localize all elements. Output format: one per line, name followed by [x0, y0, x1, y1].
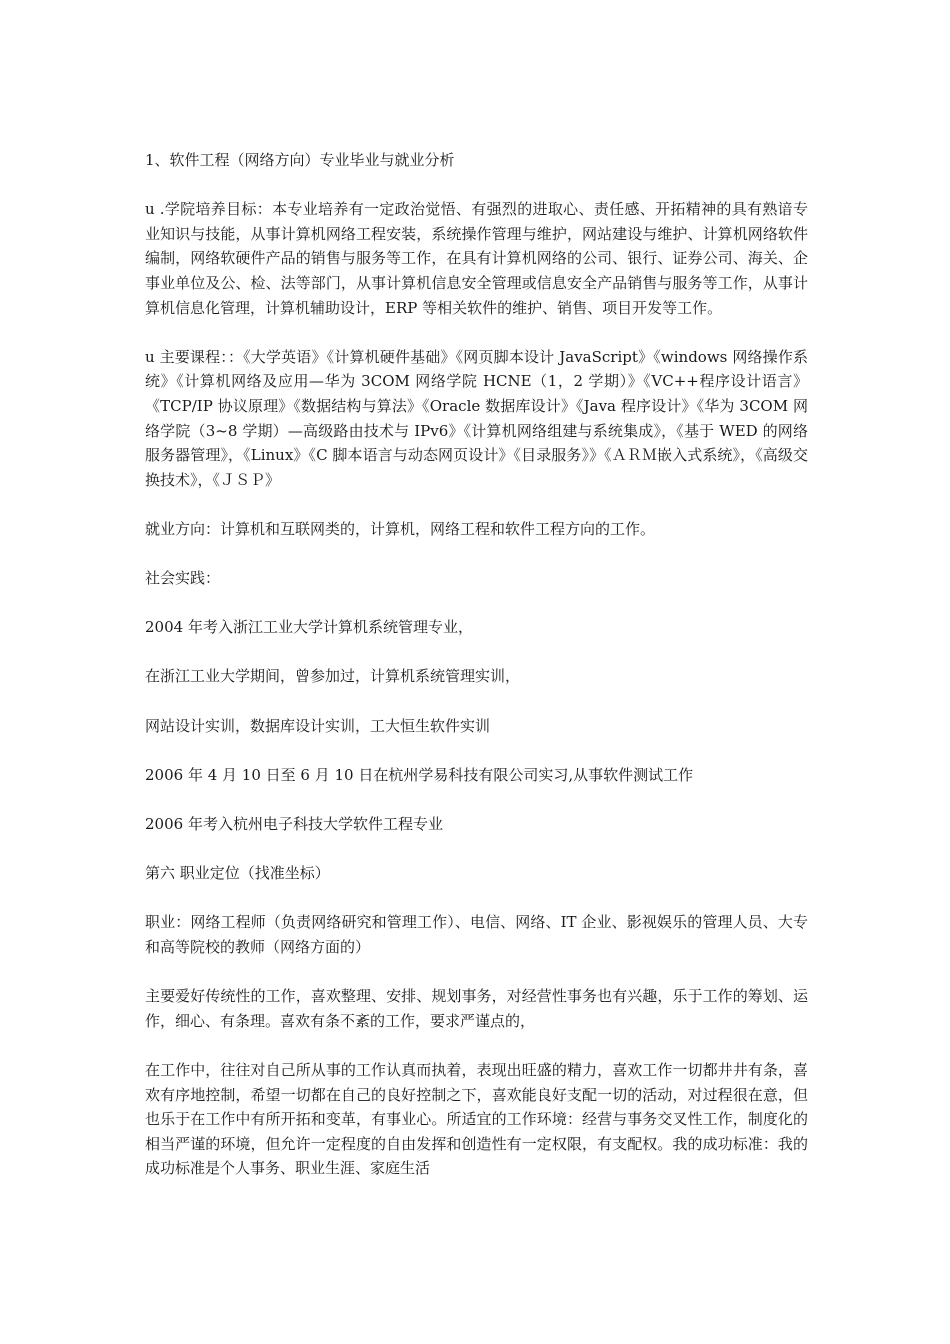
- paragraph-practice-2004: 2004 年考入浙江工业大学计算机系统管理专业，: [145, 618, 473, 637]
- paragraph-training-goal: u .学院培养目标：本专业培养有一定政治觉悟、有强烈的进取心、责任感、开拓精神的具有熟谙专业知识与技能，从事计算机网络工程安装，系统操作管理与维护，网站建设与维护、计算机网络软件编制，网络软硬件产品的销售与服务等工作，在具有计算机网络的公司、银行、证券公司、海关、企事业单位及公、检、法等部门，从事计算机信息安全管理或信息安全产品销售与服务等工作，从事计算机信息化管理，计算机辅助设计，ERP 等相关软件的维护、销售、项目开发等工作。: [145, 200, 808, 317]
- paragraph-practice-training: 在浙江工业大学期间，曾参加过，计算机系统管理实训，: [145, 667, 521, 686]
- paragraph-internship-2006: 2006 年 4 月 10 日至 6 月 10 日在杭州学易科技有限公司实习,从事软件测试工作: [145, 765, 694, 784]
- document-page: [145, 148, 808, 1181]
- paragraph-employment-direction: 就业方向：计算机和互联网类的，计算机，网络工程和软件工程方向的工作。: [145, 519, 656, 538]
- section-heading-career-positioning: 第六 职业定位（找准坐标）: [145, 864, 330, 883]
- paragraph-enrollment-2006: 2006 年考入杭州电子科技大学软件工程专业: [145, 815, 443, 834]
- paragraph-interests: 主要爱好传统性的工作，喜欢整理、安排、规划事务，对经营性事务也有兴趣，乐于工作的筹划、运作，细心、有条理。喜欢有条不紊的工作，要求严谨点的，: [145, 987, 808, 1030]
- document-title: 1、软件工程（网络方向）专业毕业与就业分析: [145, 151, 455, 169]
- paragraph-main-courses: u 主要课程：：《大学英语》《计算机硬件基础》《网页脚本设计 JavaScript》《windows 网络操作系统》《计算机网络及应用—华为 3COM 网络学院 HCNE（1，2 学期）》《VC++程序设计语言》《TCP/IP 协议原理》《数据结构与算法》《Oracle 数据库设计》《Java 程序设计》《华为 3COM 网络学院（3~8 学期）—高级路由技术与 IPv6》《计算机网络组建与系统集成》，《基于 WED 的网络服务器管理》，《Linux》《C 脚本语言与动态网页设计》《目录服务》》《ＡＲＭ嵌入式系统》，《高级交换技术》，《ＪＳＰ》: [145, 347, 808, 489]
- paragraph-practice-projects: 网站设计实训，数据库设计实训，工大恒生软件实训: [145, 716, 491, 735]
- paragraph-work-style: 在工作中，往往对自己所从事的工作认真而执着，表现出旺盛的精力，喜欢工作一切都井井有条，喜欢有序地控制，希望一切都在自己的良好控制之下，喜欢能良好支配一切的活动，对过程很在意，但也乐于在工作中有所开拓和变革，有事业心。所适宜的工作环境：经营与事务交叉性工作，制度化的相当严谨的环境，但允许一定程度的自由发挥和创造性有一定权限，有支配权。我的成功标准：我的成功标准是个人事务、职业生涯、家庭生活: [145, 1060, 808, 1178]
- paragraph-social-practice-heading: 社会实践：: [145, 569, 221, 588]
- paragraph-occupation: 职业：网络工程师（负责网络研究和管理工作）、电信、网络、IT 企业、影视娱乐的管理人员、大专和高等院校的教师（网络方面的）: [145, 913, 808, 956]
